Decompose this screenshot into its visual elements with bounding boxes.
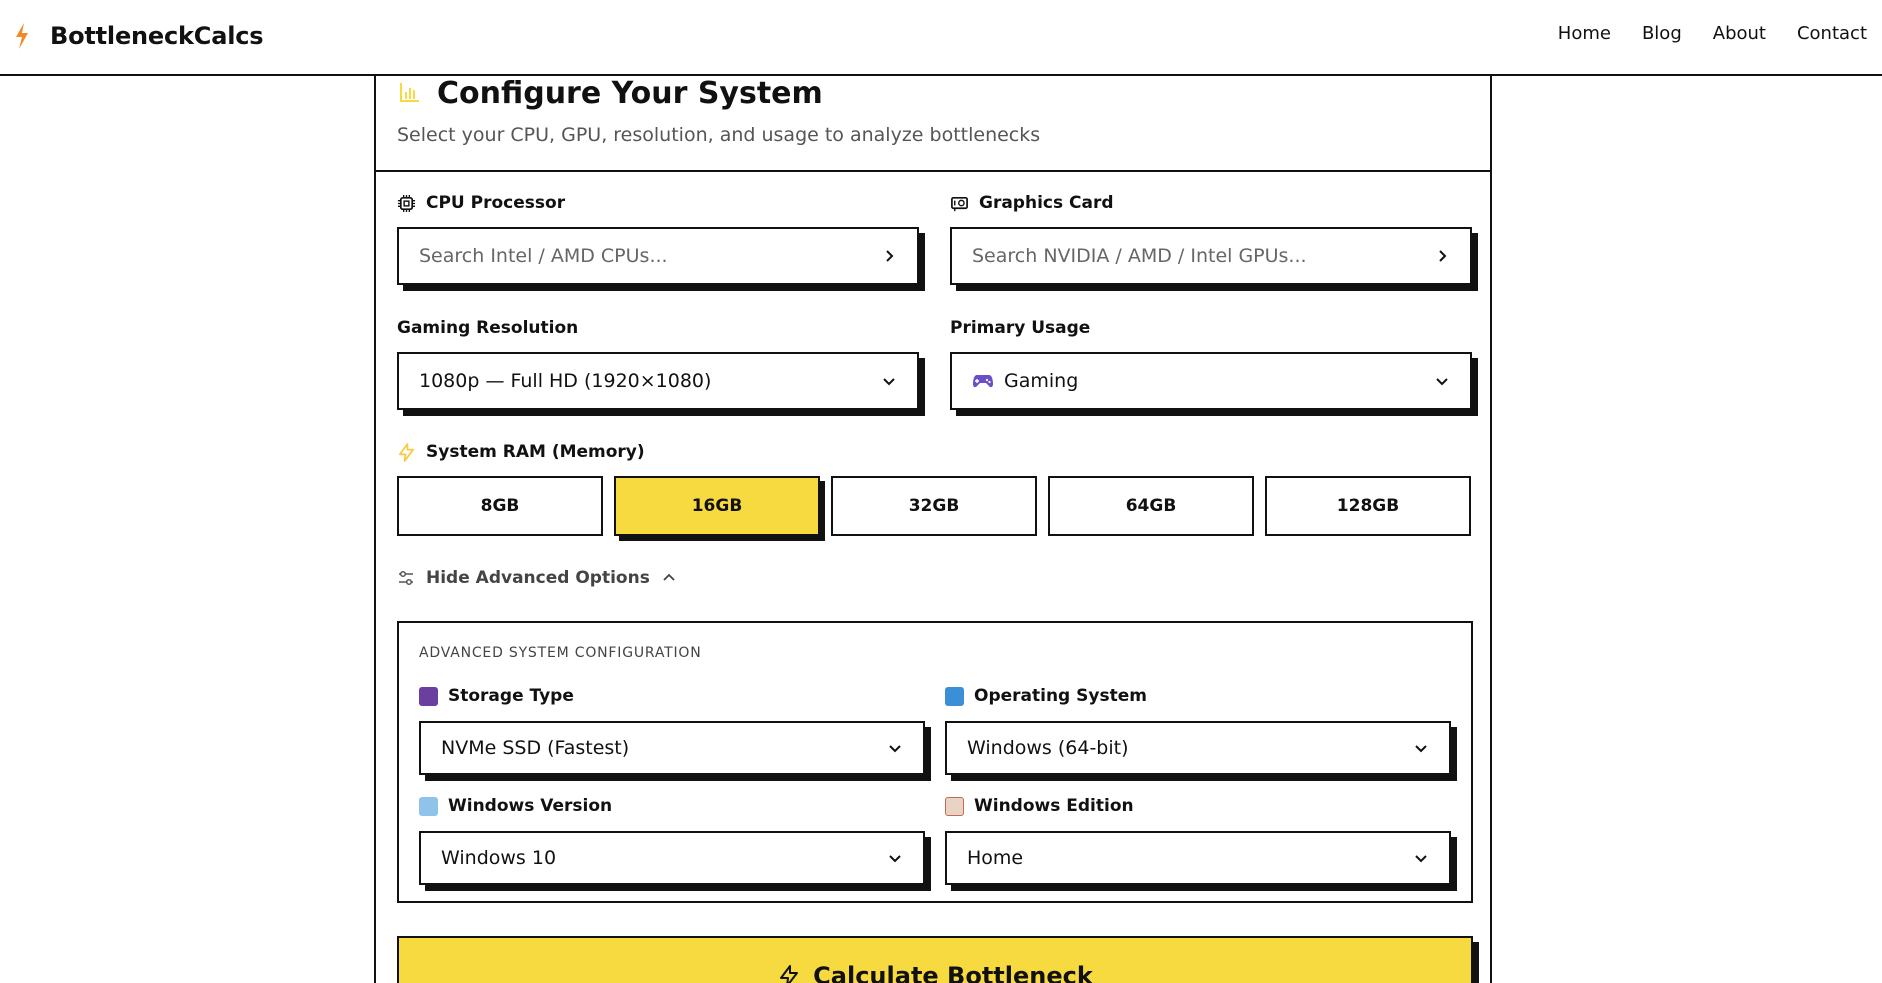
cpu-search-placeholder: Search Intel / AMD CPUs... [419,245,668,267]
floppy-disk-icon [419,687,438,706]
page-title: Configure Your System [437,76,823,111]
brand-name: BottleneckCalcs [50,22,264,50]
chevron-down-icon [881,373,897,389]
usage-select[interactable] [950,352,1472,410]
bar-chart-icon [398,80,422,104]
cpu-label-text: CPU Processor [426,193,566,213]
chevron-right-icon [1434,248,1450,264]
bolt-logo-icon [14,23,30,49]
ram-label-text: System RAM (Memory) [426,442,645,462]
usage-label: Primary Usage [950,318,1091,338]
advanced-config-panel [397,621,1473,903]
chevron-down-icon [887,740,903,756]
windows-edition-label-text: Windows Edition [974,796,1134,816]
advanced-section-title: ADVANCED SYSTEM CONFIGURATION [419,645,702,661]
windows-edition-value: Home [967,847,1024,869]
gamepad-icon [972,372,994,390]
monitor-icon [945,687,964,706]
storage-type-select[interactable] [419,721,925,775]
windows-version-value: Windows 10 [441,847,557,869]
chevron-down-icon [1413,740,1429,756]
operating-system-select[interactable] [945,721,1451,775]
chevron-down-icon [887,850,903,866]
windows-edition-label [945,796,1134,816]
gpu-label [950,193,1114,213]
card-header [376,76,1490,172]
nav-home[interactable]: Home [1557,23,1611,44]
chevron-down-icon [1413,850,1429,866]
sliders-icon [397,569,415,587]
lightning-icon [397,443,416,462]
storage-value: NVMe SSD (Fastest) [441,737,630,759]
calculate-bottleneck-button[interactable] [397,936,1473,983]
ram-option-8gb[interactable]: 8GB [397,476,603,536]
cpu-chip-icon [397,194,416,213]
gpu-search-field[interactable] [950,227,1472,285]
configure-system-card [374,76,1492,983]
lightning-icon [777,964,801,983]
ram-option-32gb[interactable]: 32GB [831,476,1037,536]
calculate-bottleneck-label: Calculate Bottleneck [813,962,1093,983]
nav-about[interactable]: About [1712,23,1766,44]
page-subtitle: Select your CPU, GPU, resolution, and usage to analyze bottlenecks [397,124,1041,146]
windows-version-label-text: Windows Version [448,796,613,816]
chevron-right-icon [881,248,897,264]
hide-advanced-label: Hide Advanced Options [426,568,650,588]
chevron-up-icon [662,571,676,585]
clipboard-icon [945,797,964,816]
gpu-card-icon [950,194,969,213]
storage-label [419,686,574,706]
ram-option-64gb[interactable]: 64GB [1048,476,1254,536]
os-value: Windows (64-bit) [967,737,1129,759]
os-label-text: Operating System [974,686,1147,706]
resolution-value: 1080p — Full HD (1920×1080) [419,370,712,392]
windows-edition-select[interactable] [945,831,1451,885]
gpu-search-placeholder: Search NVIDIA / AMD / Intel GPUs... [972,245,1307,267]
ram-label [397,442,645,462]
windows-version-select[interactable] [419,831,925,885]
resolution-select[interactable] [397,352,919,410]
brand[interactable] [14,18,263,54]
top-navigation-bar [0,0,1882,76]
windows-logo-icon [419,797,438,816]
nav-blog[interactable]: Blog [1641,23,1682,44]
storage-label-text: Storage Type [448,686,574,706]
ram-option-16gb[interactable]: 16GB [614,476,820,536]
windows-version-label [419,796,612,816]
main-nav [1558,23,1867,44]
cpu-label [397,193,565,213]
resolution-label: Gaming Resolution [397,318,579,338]
os-label [945,686,1147,706]
ram-option-128gb[interactable]: 128GB [1265,476,1471,536]
usage-value: Gaming [1004,370,1079,392]
cpu-search-field[interactable] [397,227,919,285]
chevron-down-icon [1434,373,1450,389]
gpu-label-text: Graphics Card [979,193,1114,213]
hide-advanced-toggle[interactable] [397,568,676,588]
nav-contact[interactable]: Contact [1796,23,1867,44]
